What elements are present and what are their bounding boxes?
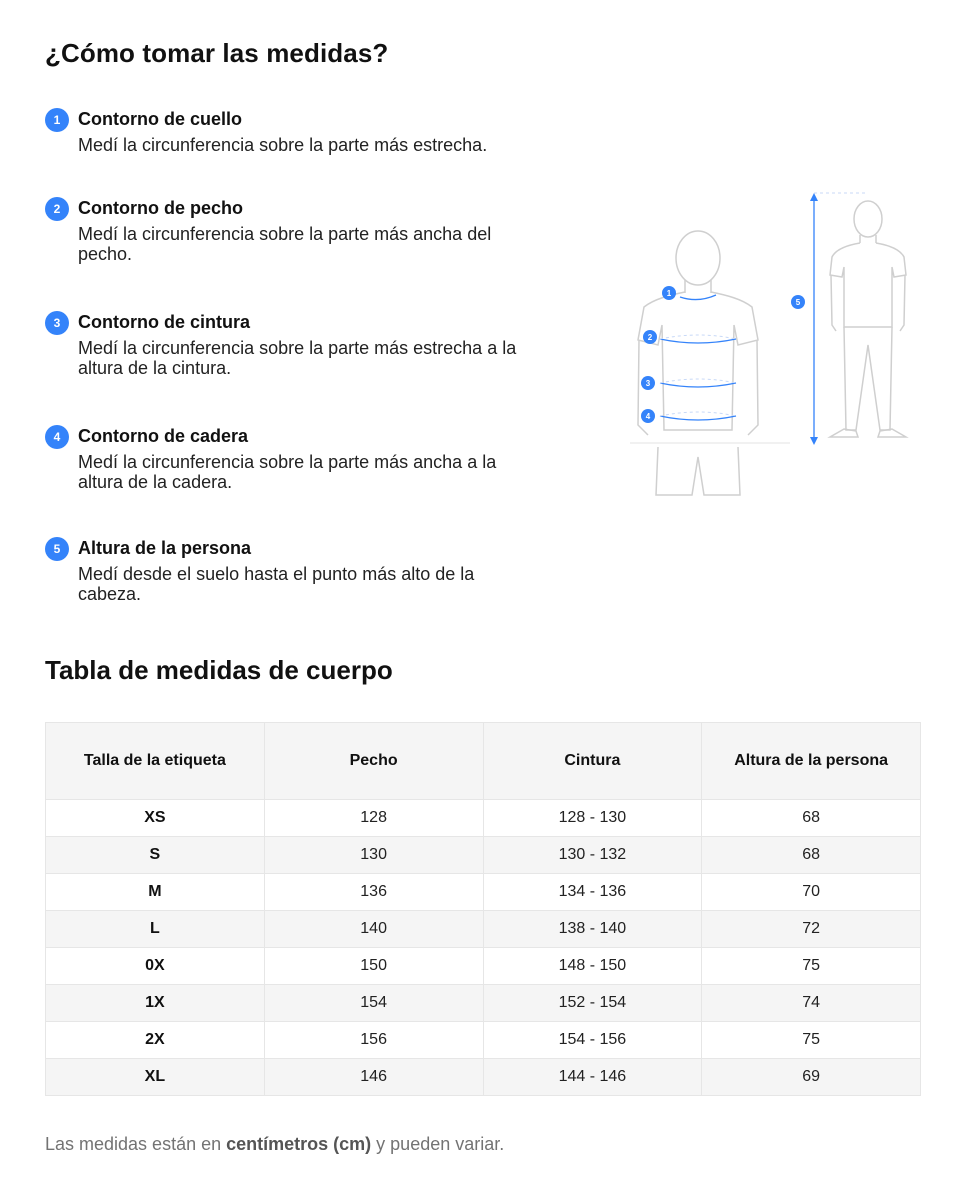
marker-3-label: 3 xyxy=(645,379,651,388)
marker-2-label: 2 xyxy=(647,333,653,342)
footnote-prefix: Las medidas están en xyxy=(45,1134,227,1154)
step-number-badge: 1 xyxy=(45,108,69,132)
size-cell: S xyxy=(46,837,265,874)
footnote-units: centímetros (cm) xyxy=(226,1134,372,1154)
waist-cell: 144 - 146 xyxy=(483,1059,702,1096)
table-row xyxy=(46,911,921,948)
step-title: Contorno de cuello xyxy=(78,109,242,129)
body-measurement-illustration xyxy=(630,185,920,505)
head-full xyxy=(854,201,882,237)
chest-cell: 150 xyxy=(264,948,483,985)
marker-2 xyxy=(643,330,657,344)
marker-4 xyxy=(641,409,655,423)
step-number-badge: 5 xyxy=(45,537,69,561)
size-table xyxy=(45,722,921,1096)
chest-cell: 130 xyxy=(264,837,483,874)
height-cell: 75 xyxy=(702,1022,921,1059)
waist-cell: 154 - 156 xyxy=(483,1022,702,1059)
waist-cell: 128 - 130 xyxy=(483,800,702,837)
waist-cell: 138 - 140 xyxy=(483,911,702,948)
tshirt-full xyxy=(830,243,906,327)
shoes-full xyxy=(830,429,906,437)
size-table-title: Tabla de medidas de cuerpo xyxy=(45,655,393,685)
column-header-size-label: Talla de la etiqueta xyxy=(46,723,265,800)
size-cell: M xyxy=(46,874,265,911)
height-cell: 75 xyxy=(702,948,921,985)
legs-full xyxy=(844,327,892,430)
height-cell: 70 xyxy=(702,874,921,911)
waist-cell: 148 - 150 xyxy=(483,948,702,985)
step-number-badge: 2 xyxy=(45,197,69,221)
marker-1 xyxy=(662,286,676,300)
footnote-suffix: y pueden variar. xyxy=(371,1134,505,1154)
size-cell: 1X xyxy=(46,985,265,1022)
table-row xyxy=(46,837,921,874)
step-description: Medí la circunferencia sobre la parte más ancha a la altura de la cadera. xyxy=(78,452,497,492)
chest-cell: 156 xyxy=(264,1022,483,1059)
waist-measure-line xyxy=(660,383,736,387)
table-row xyxy=(46,985,921,1022)
chest-cell: 128 xyxy=(264,800,483,837)
measure-guide-title: ¿Cómo tomar las medidas? xyxy=(45,38,389,68)
size-cell: 0X xyxy=(46,948,265,985)
height-cell: 68 xyxy=(702,837,921,874)
hip-measure-line xyxy=(660,416,736,420)
step-title: Contorno de pecho xyxy=(78,198,243,218)
measure-back-arcs xyxy=(660,335,736,416)
table-row xyxy=(46,800,921,837)
column-header-chest: Pecho xyxy=(264,723,483,800)
arms-full xyxy=(831,275,905,331)
table-row xyxy=(46,1059,921,1096)
step-description: Medí la circunferencia sobre la parte más estrecha. xyxy=(78,135,488,155)
shorts-front xyxy=(656,447,740,495)
marker-5-label: 5 xyxy=(795,298,801,307)
marker-1-label: 1 xyxy=(666,289,672,298)
column-header-waist: Cintura xyxy=(483,723,702,800)
marker-5 xyxy=(791,295,805,309)
step-title: Contorno de cadera xyxy=(78,426,249,446)
size-cell: XL xyxy=(46,1059,265,1096)
height-cell: 68 xyxy=(702,800,921,837)
step-title: Contorno de cintura xyxy=(78,312,250,332)
height-cell: 69 xyxy=(702,1059,921,1096)
step-number-badge: 4 xyxy=(45,425,69,449)
step-description: Medí la circunferencia sobre la parte más estrecha a la altura de la cintura. xyxy=(78,338,517,378)
chest-cell: 146 xyxy=(264,1059,483,1096)
size-cell: 2X xyxy=(46,1022,265,1059)
chest-measure-line xyxy=(660,339,736,343)
waist-cell: 130 - 132 xyxy=(483,837,702,874)
height-cell: 72 xyxy=(702,911,921,948)
column-header-height: Altura de la persona xyxy=(702,723,921,800)
neck-measure-line xyxy=(680,295,716,300)
step-description: Medí desde el suelo hasta el punto más alto de la cabeza. xyxy=(78,564,475,604)
units-footnote xyxy=(45,1134,504,1155)
tshirt-front xyxy=(638,292,758,430)
table-row xyxy=(46,874,921,911)
marker-3 xyxy=(641,376,655,390)
step-description: Medí la circunferencia sobre la parte más ancha del pecho. xyxy=(78,224,492,264)
chest-cell: 140 xyxy=(264,911,483,948)
table-header-row xyxy=(46,723,921,800)
height-cell: 74 xyxy=(702,985,921,1022)
table-row xyxy=(46,948,921,985)
waist-cell: 134 - 136 xyxy=(483,874,702,911)
size-cell: XS xyxy=(46,800,265,837)
head-front xyxy=(676,231,720,285)
chest-cell: 154 xyxy=(264,985,483,1022)
table-row xyxy=(46,1022,921,1059)
marker-4-label: 4 xyxy=(645,412,651,421)
size-cell: L xyxy=(46,911,265,948)
chest-cell: 136 xyxy=(264,874,483,911)
step-number-badge: 3 xyxy=(45,311,69,335)
waist-cell: 152 - 154 xyxy=(483,985,702,1022)
step-title: Altura de la persona xyxy=(78,538,252,558)
